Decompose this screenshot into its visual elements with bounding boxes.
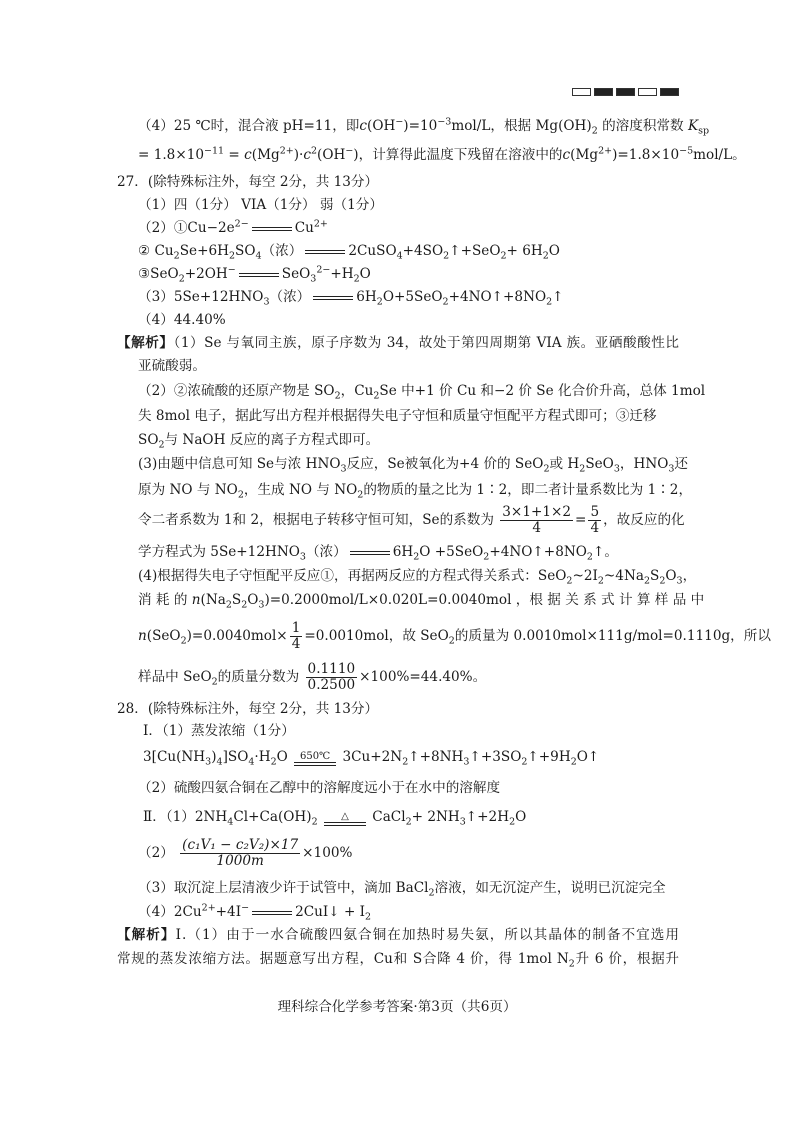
corner-mark-black <box>616 88 635 96</box>
q28-heading: 28．(除特殊标注外，每空 2分，共 13分） <box>117 701 379 717</box>
q27-analysis-1b: 亚硫酸弱。 <box>138 358 206 374</box>
q28-II-1: Ⅱ．$(1)2NH_4Cl+Ca(OH)_2$ △ CaCl$_2$+ $2NH_3↑+2H_2O$ <box>143 809 527 828</box>
q27-analysis-4: (4)根据得失电子守恒配平反应①，再据两反应的方程式得关系式：$SeO_2\sim 2I_2\sim 4Na_2S_2O_3$， <box>138 568 697 587</box>
q27-analysis-4d: 样品中 SeO$_2$的质量分数为 $\frac{0.1110}{0.2500}$ ×100%=44.40%。 <box>138 661 487 693</box>
corner-mark-white <box>638 88 657 96</box>
q27-analysis-3: (3)由题中信息可知 Se与浓 $HNO_3$反应，Se被氧化为+4 价的 SeO$_2$或 $H_2SeO_3$，$HNO_3$还 <box>138 456 689 475</box>
fraction: $\frac{\text{(c₁V₁ − c₂V₂)×17}}{1000m}$ <box>182 837 299 869</box>
q27-analysis-3b: 原为 NO 与 $NO_2$，生成 NO 与 $NO_2$的物质的量之比为 1∶2，即二者计量系数比为 1∶2， <box>138 482 693 501</box>
q27-analysis-4c: n(SeO$_2$)=0.0040mol× $\frac{1}{4}$ =0.0010mol，故 SeO$_2$的质量为 0.0010mol×111g/mol=0.1110g，所以 <box>138 620 771 652</box>
q27-ans-2-3: ③SeO$_2$+2OH− $SeO_3^{2-}+H_2O$ <box>138 264 371 285</box>
fraction: $\frac{3\times 1+1\times 2}{4}$ <box>502 504 572 536</box>
q27-analysis-3d: 学方程式为 $5Se+12HNO_3$（浓） $6H_2O$ $+5SeO_2+4NO↑+8NO_2↑$。 <box>138 544 618 563</box>
fraction: $\frac{1}{4}$ <box>291 620 301 652</box>
q27-ans-1: （1）四（1分） VIA（1分） 弱（1分） <box>138 197 383 213</box>
fraction: $\frac{5}{4}$ <box>590 504 600 536</box>
q27-analysis-1: 【解析】（1）Se 与氧同主族，原子序数为 34，故处于第四周期第 VIA 族。亚硒酸酸性比 <box>117 335 679 351</box>
q28-II-2: （2） $\frac{\text{(c₁V₁ − c₂V₂)×17}}{1000m}$ ×100% <box>138 837 353 869</box>
page-corner-marks <box>572 88 679 96</box>
q28-II-3: （3）取沉淀上层清液少许于试管中，滴加 BaCl$_2$溶液，如无沉淀产生，说明已沉淀完全 <box>138 880 666 899</box>
q28-II-4: $(4)2Cu^{2+}+4I^-$ 2CuI↓ + $I_2$ <box>138 902 372 923</box>
q28-analysis-1: 【解析】Ⅰ.（1）由于一水合硫酸四氨合铜在加热时易失氨，所以其晶体的制备不宜选用 <box>117 927 680 943</box>
q27-heading: 27．(除特殊标注外，每空 2分，共 13分） <box>117 174 379 190</box>
q27-ans-3: $(3)5Se+12HNO_3$（浓） $6H_2O+5SeO_2+4NO↑+8NO_2↑$ <box>138 289 564 308</box>
q27-ans-2-1: $(2)①Cu-2e^{2-}$ $Cu^{2+}$ <box>138 218 328 236</box>
reaction-condition-arrow: △ <box>324 812 366 826</box>
q27-analysis-3c: 令二者系数为 1和 2，根据电子转移守恒可知，Se的系数为 $\frac{3\times 1+1\times 2}{4}$ = $\frac{5}{4}$ ，故反应的化 <box>138 504 685 536</box>
q27-ans-4: （4）44.40% <box>138 312 226 328</box>
q27-ans-2-2: ② $Cu_2Se+6H_2SO_4$（浓） $2CuSO_4+4SO_2↑+SeO_2+ 6H_2O$ <box>138 243 560 262</box>
corner-mark-white <box>572 88 591 96</box>
q28-analysis-2: 常规的蒸发浓缩方法。据题意写出方程，Cu和 S合降 4 价，得 1mol $N_2$升 6 价，根据升 <box>117 951 679 970</box>
q27-analysis-4b: 消 耗 的 $n(Na_2S_2O_3)=0.2000mol/L\times 0.020L=0.0040mol$ ，根 据 关 系 式 计 算 样 品 中 <box>138 592 705 611</box>
q28-I-1: Ⅰ．（1）蒸发浓缩（1分） <box>143 723 295 739</box>
q26-4-line2: = $1.8\times 10^{-11} = c(Mg^{2+})\cdot c^2(OH^-)$，计算得此温度下残留在溶液中的$c(Mg^{2+})=1.8\times 10^{-5}mol/L$。 <box>138 145 746 163</box>
q26-4-line1: （4）25 ℃时，混合液 pH=11，即$c(OH^-)=10^{-3}mol/L$，根据 $Mg(OH)_2$ 的溶度积常数 $K_{sp}$ <box>138 116 710 137</box>
q27-analysis-2b: 失 8mol 电子，据此写出方程并根据得失电子守恒和质量守恒配平方程式即可；③迁移 <box>138 408 657 424</box>
corner-mark-black <box>660 88 679 96</box>
q28-I-2: （2）硫酸四氨合铜在乙醇中的溶解度远小于在水中的溶解度 <box>138 780 501 796</box>
q27-analysis-2c: $SO_2$与 NaOH 反应的离子方程式即可。 <box>138 432 380 451</box>
q28-I-1-equation: $3[Cu(NH_3)_4]SO_4\cdot H_2O$ 650℃ $3Cu+2N_2↑+8NH_3↑+3SO_2↑+9H_2O↑$ <box>143 749 600 768</box>
page-footer: 理科综合化学参考答案·第3页（共6页） <box>277 999 517 1015</box>
corner-mark-black <box>594 88 613 96</box>
fraction: $\frac{0.1110}{0.2500}$ <box>307 661 356 693</box>
reaction-condition-arrow: 650℃ <box>294 752 336 766</box>
q27-analysis-2: （2）②浓硫酸的还原产物是 $SO_2$，$Cu_2Se$ 中+1 价 Cu 和−2 价 Se 化合价升高，总体 1mol <box>138 383 706 402</box>
